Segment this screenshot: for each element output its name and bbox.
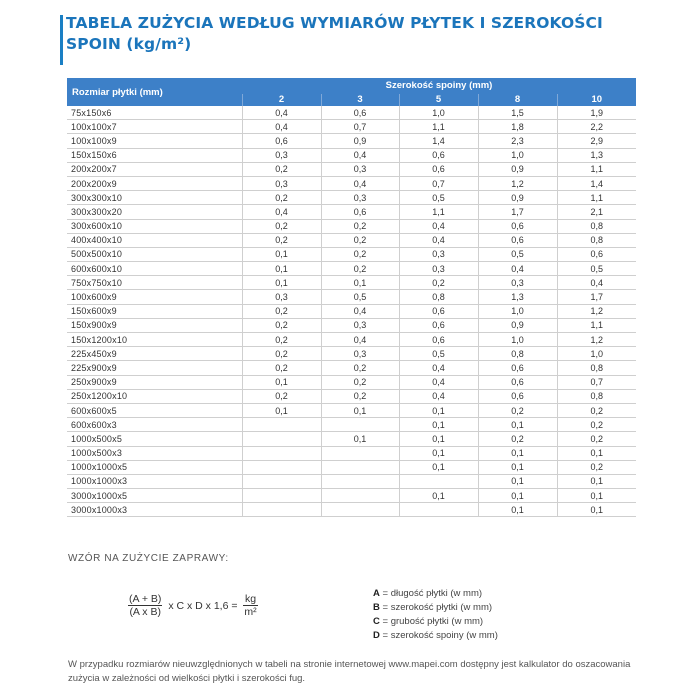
consumption-cell: 0,4: [399, 233, 478, 247]
table-row: [67, 276, 636, 290]
consumption-cell: [242, 446, 321, 460]
table-row: [67, 389, 636, 403]
consumption-cell: 0,2: [242, 389, 321, 403]
consumption-cell: [242, 474, 321, 488]
tile-size-cell: 1000x1000x3: [67, 474, 242, 488]
consumption-cell: 0,1: [478, 418, 557, 432]
tile-size-cell: 200x200x9: [67, 176, 242, 190]
consumption-cell: 0,4: [399, 361, 478, 375]
consumption-cell: 1,1: [557, 318, 636, 332]
consumption-cell: 0,2: [557, 460, 636, 474]
consumption-cell: 0,2: [321, 247, 399, 261]
consumption-cell: 0,9: [478, 318, 557, 332]
header-joint-width: Szerokość spoiny (mm): [242, 78, 636, 94]
formula-denominator: (A x B): [129, 606, 161, 618]
consumption-cell: 0,6: [242, 134, 321, 148]
formula-middle: x C x D x 1,6 =: [168, 599, 238, 612]
legend-item-b: B = szerokość płytki (w mm): [373, 602, 493, 613]
consumption-cell: [321, 489, 399, 503]
tile-size-cell: 1000x500x3: [67, 446, 242, 460]
consumption-cell: 0,2: [557, 403, 636, 417]
consumption-cell: 0,6: [478, 375, 557, 389]
tile-size-cell: 150x600x9: [67, 304, 242, 318]
consumption-cell: 0,6: [478, 389, 557, 403]
consumption-cell: 0,7: [399, 176, 478, 190]
consumption-cell: 0,1: [242, 276, 321, 290]
consumption-cell: 0,1: [399, 403, 478, 417]
table-row: [67, 176, 636, 190]
consumption-cell: 0,6: [321, 106, 399, 120]
consumption-cell: 0,1: [557, 474, 636, 488]
tile-size-cell: 150x900x9: [67, 318, 242, 332]
table-row: [67, 361, 636, 375]
consumption-cell: 1,4: [399, 134, 478, 148]
tile-size-cell: 400x400x10: [67, 233, 242, 247]
consumption-cell: 0,5: [399, 347, 478, 361]
column-header-5mm: 5: [399, 94, 478, 106]
consumption-cell: 1,2: [478, 176, 557, 190]
consumption-cell: 0,1: [399, 432, 478, 446]
formula-unit-m2: m²: [244, 606, 257, 618]
consumption-cell: 0,6: [478, 361, 557, 375]
tile-size-cell: 150x1200x10: [67, 333, 242, 347]
consumption-cell: [242, 418, 321, 432]
consumption-cell: 0,3: [478, 276, 557, 290]
legend-item-a: A = długość płytki (w mm): [373, 588, 483, 599]
consumption-cell: 0,4: [399, 375, 478, 389]
column-header-3mm: 3: [321, 94, 399, 106]
consumption-cell: 0,3: [242, 148, 321, 162]
table-row: [67, 347, 636, 361]
consumption-cell: 0,2: [242, 318, 321, 332]
consumption-cell: 0,6: [399, 162, 478, 176]
consumption-cell: 1,0: [557, 347, 636, 361]
consumption-cell: [242, 503, 321, 517]
column-header-2mm: 2: [242, 94, 321, 106]
consumption-cell: 0,3: [399, 262, 478, 276]
table-row: [67, 375, 636, 389]
consumption-cell: [242, 432, 321, 446]
column-header-10mm: 10: [557, 94, 636, 106]
consumption-cell: 0,6: [399, 148, 478, 162]
table-row: [67, 460, 636, 474]
table-row: [67, 162, 636, 176]
column-header-8mm: 8: [478, 94, 557, 106]
consumption-cell: 0,1: [478, 474, 557, 488]
consumption-cell: 0,2: [557, 418, 636, 432]
consumption-cell: 0,8: [399, 290, 478, 304]
consumption-cell: 0,6: [321, 205, 399, 219]
consumption-cell: 0,8: [557, 361, 636, 375]
table-row: [67, 205, 636, 219]
tile-size-cell: 300x300x20: [67, 205, 242, 219]
consumption-cell: 0,2: [242, 361, 321, 375]
consumption-cell: 0,1: [557, 503, 636, 517]
table-row: [67, 304, 636, 318]
formula-fraction: [128, 593, 162, 618]
consumption-cell: 2,2: [557, 120, 636, 134]
tile-size-cell: 100x600x9: [67, 290, 242, 304]
consumption-cell: 1,0: [478, 304, 557, 318]
consumption-cell: 0,2: [321, 233, 399, 247]
consumption-cell: 0,6: [478, 219, 557, 233]
consumption-cell: [321, 474, 399, 488]
formula-unit: [243, 593, 257, 618]
consumption-cell: 0,2: [242, 219, 321, 233]
consumption-cell: 0,1: [242, 403, 321, 417]
consumption-cell: 1,4: [557, 176, 636, 190]
consumption-cell: 0,1: [399, 418, 478, 432]
consumption-cell: 0,5: [399, 191, 478, 205]
tile-size-cell: 225x900x9: [67, 361, 242, 375]
consumption-cell: 1,5: [478, 106, 557, 120]
consumption-cell: 0,1: [321, 276, 399, 290]
consumption-cell: 1,0: [478, 333, 557, 347]
table-row: [67, 120, 636, 134]
consumption-cell: 0,7: [321, 120, 399, 134]
consumption-cell: 0,1: [399, 446, 478, 460]
consumption-cell: [321, 460, 399, 474]
consumption-cell: 0,2: [321, 389, 399, 403]
consumption-cell: 0,3: [242, 290, 321, 304]
tile-size-cell: 300x600x10: [67, 219, 242, 233]
consumption-cell: 0,3: [399, 247, 478, 261]
tile-size-cell: 250x900x9: [67, 375, 242, 389]
tile-size-cell: 750x750x10: [67, 276, 242, 290]
consumption-cell: 0,1: [557, 446, 636, 460]
consumption-cell: [399, 503, 478, 517]
consumption-cell: 0,6: [399, 304, 478, 318]
consumption-cell: 0,1: [321, 403, 399, 417]
consumption-cell: [242, 460, 321, 474]
consumption-cell: 0,1: [321, 432, 399, 446]
consumption-cell: 0,2: [478, 403, 557, 417]
consumption-cell: 0,9: [478, 162, 557, 176]
table-body: [67, 106, 636, 517]
consumption-cell: 1,0: [399, 106, 478, 120]
tile-size-cell: 1000x500x5: [67, 432, 242, 446]
consumption-cell: 1,1: [557, 191, 636, 205]
tile-size-cell: 3000x1000x5: [67, 489, 242, 503]
consumption-cell: 0,1: [242, 247, 321, 261]
consumption-cell: 0,2: [478, 432, 557, 446]
consumption-cell: 0,2: [399, 276, 478, 290]
header-tile-size: Rozmiar płytki (mm): [67, 78, 242, 106]
consumption-cell: 1,9: [557, 106, 636, 120]
consumption-cell: 0,6: [478, 233, 557, 247]
consumption-cell: 0,2: [242, 191, 321, 205]
consumption-cell: 0,6: [557, 247, 636, 261]
consumption-cell: 0,1: [478, 503, 557, 517]
consumption-cell: 0,5: [321, 290, 399, 304]
consumption-cell: 0,2: [242, 162, 321, 176]
tile-size-cell: 250x1200x10: [67, 389, 242, 403]
table-row: [67, 333, 636, 347]
legend-item-c: C = grubość płytki (w mm): [373, 616, 484, 627]
consumption-cell: 0,4: [242, 106, 321, 120]
consumption-cell: 0,1: [557, 489, 636, 503]
formula-label: WZÓR NA ZUŻYCIE ZAPRAWY:: [68, 553, 229, 564]
footnote: W przypadku rozmiarów nieuwzględnionych w tabeli na stronie internetowej www.mapei.com dostępny jest kalkulator do oszacowania zużycia w zależności od wielkości płytki i szerokości fug.: [68, 659, 631, 684]
table-row: [67, 233, 636, 247]
tile-size-cell: 500x500x10: [67, 247, 242, 261]
consumption-cell: 1,3: [478, 290, 557, 304]
consumption-cell: [321, 446, 399, 460]
consumption-cell: 0,2: [242, 333, 321, 347]
tile-size-cell: 200x200x7: [67, 162, 242, 176]
consumption-cell: 0,1: [478, 460, 557, 474]
table-row: [67, 247, 636, 261]
consumption-cell: 0,3: [321, 318, 399, 332]
consumption-cell: 0,2: [321, 375, 399, 389]
table-row: [67, 318, 636, 332]
tile-size-cell: 150x150x6: [67, 148, 242, 162]
table-row: [67, 290, 636, 304]
consumption-cell: 0,1: [478, 489, 557, 503]
formula-numerator: (A + B): [129, 593, 162, 605]
consumption-cell: 0,6: [399, 318, 478, 332]
table-row: [67, 446, 636, 460]
tile-size-cell: 75x150x6: [67, 106, 242, 120]
consumption-cell: 0,2: [557, 432, 636, 446]
consumption-cell: 0,2: [242, 233, 321, 247]
consumption-cell: 0,4: [242, 120, 321, 134]
consumption-cell: 0,1: [242, 375, 321, 389]
consumption-cell: 1,1: [399, 205, 478, 219]
consumption-cell: 0,4: [557, 276, 636, 290]
consumption-cell: 2,3: [478, 134, 557, 148]
consumption-cell: [321, 418, 399, 432]
consumption-cell: [242, 489, 321, 503]
consumption-cell: 0,5: [557, 262, 636, 276]
tile-size-cell: 600x600x3: [67, 418, 242, 432]
consumption-cell: 0,2: [321, 262, 399, 276]
consumption-cell: 0,6: [399, 333, 478, 347]
page-title: TABELA ZUŻYCIA WEDŁUG WYMIARÓW PŁYTEK I SZEROKOŚCI SPOIN (kg/m²): [66, 14, 603, 53]
tile-size-cell: 600x600x10: [67, 262, 242, 276]
consumption-cell: 0,9: [321, 134, 399, 148]
table-row: [67, 432, 636, 446]
consumption-cell: 0,7: [557, 375, 636, 389]
consumption-cell: 0,8: [557, 219, 636, 233]
table-row: [67, 403, 636, 417]
consumption-cell: [321, 503, 399, 517]
consumption-cell: 0,1: [399, 489, 478, 503]
legend-item-d: D = szerokość spoiny (w mm): [373, 630, 498, 641]
tile-size-cell: 225x450x9: [67, 347, 242, 361]
consumption-cell: 0,4: [242, 205, 321, 219]
consumption-cell: 1,1: [557, 162, 636, 176]
tile-size-cell: 3000x1000x3: [67, 503, 242, 517]
tile-size-cell: 100x100x7: [67, 120, 242, 134]
consumption-cell: 1,0: [478, 148, 557, 162]
table-row: [67, 106, 636, 120]
consumption-cell: 0,4: [321, 333, 399, 347]
consumption-cell: 0,1: [478, 446, 557, 460]
consumption-cell: 0,4: [321, 148, 399, 162]
consumption-cell: 0,3: [321, 347, 399, 361]
table-row: [67, 134, 636, 148]
table-row: [67, 503, 636, 517]
consumption-cell: 0,4: [321, 304, 399, 318]
table-row: [67, 191, 636, 205]
consumption-cell: 1,8: [478, 120, 557, 134]
consumption-cell: 1,7: [478, 205, 557, 219]
consumption-cell: 1,1: [399, 120, 478, 134]
title-accent-bar: [60, 15, 63, 65]
table-row: [67, 148, 636, 162]
table-row: [67, 489, 636, 503]
consumption-cell: 0,4: [478, 262, 557, 276]
consumption-cell: 1,2: [557, 304, 636, 318]
consumption-cell: 1,2: [557, 333, 636, 347]
table-row: [67, 474, 636, 488]
tile-size-cell: 100x100x9: [67, 134, 242, 148]
consumption-cell: 0,8: [557, 389, 636, 403]
consumption-cell: 0,3: [321, 162, 399, 176]
formula-unit-kg: kg: [244, 593, 257, 605]
tile-size-cell: 600x600x5: [67, 403, 242, 417]
consumption-cell: 0,4: [321, 176, 399, 190]
consumption-cell: 0,4: [399, 389, 478, 403]
consumption-cell: 0,4: [399, 219, 478, 233]
table-row: [67, 418, 636, 432]
consumption-cell: 1,7: [557, 290, 636, 304]
consumption-cell: 0,2: [321, 361, 399, 375]
consumption-cell: 0,8: [557, 233, 636, 247]
consumption-cell: 0,2: [321, 219, 399, 233]
formula-legend: [373, 587, 498, 643]
consumption-cell: 0,2: [242, 347, 321, 361]
consumption-cell: 0,2: [242, 304, 321, 318]
consumption-cell: 0,8: [478, 347, 557, 361]
table-row: [67, 262, 636, 276]
consumption-cell: 0,3: [242, 176, 321, 190]
consumption-cell: [399, 474, 478, 488]
consumption-cell: 0,1: [399, 460, 478, 474]
table-row: [67, 219, 636, 233]
consumption-cell: 1,3: [557, 148, 636, 162]
consumption-cell: 0,9: [478, 191, 557, 205]
consumption-cell: 2,1: [557, 205, 636, 219]
consumption-cell: 0,5: [478, 247, 557, 261]
consumption-cell: 0,3: [321, 191, 399, 205]
consumption-cell: 0,1: [242, 262, 321, 276]
tile-size-cell: 300x300x10: [67, 191, 242, 205]
consumption-cell: 2,9: [557, 134, 636, 148]
title-block: [66, 13, 646, 55]
tile-size-cell: 1000x1000x5: [67, 460, 242, 474]
formula: [128, 593, 258, 618]
consumption-table: [67, 78, 636, 517]
